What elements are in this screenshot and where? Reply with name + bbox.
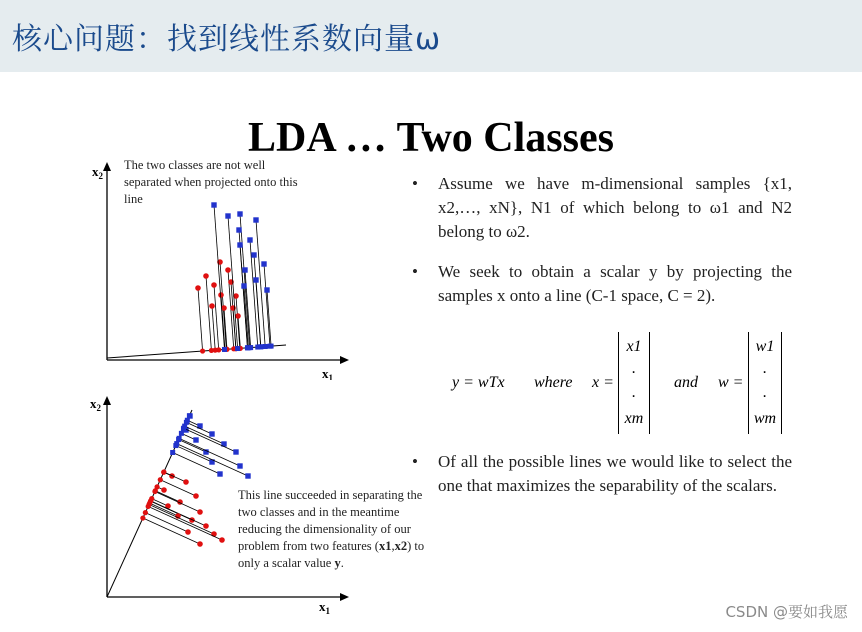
projection-segment <box>185 426 224 444</box>
class1-projected-point <box>143 510 148 515</box>
class2-projected-point <box>222 347 227 352</box>
class2-projected-point <box>174 441 179 446</box>
formula-lhs: y = wTx <box>452 374 505 391</box>
projection-segment <box>164 472 186 482</box>
formula-w-eq: w = <box>718 374 744 391</box>
top-y-label: $x_2$ <box>92 164 103 181</box>
class1-projected-point <box>200 348 205 353</box>
page-header <box>0 0 862 72</box>
top-y-arrow <box>103 162 111 171</box>
bottom-x-label: $x_1$ <box>319 599 330 616</box>
class2-projected-point <box>235 346 240 351</box>
class2-point <box>209 431 214 436</box>
bullet-list <box>412 172 792 324</box>
formula-and: and <box>674 374 698 391</box>
projection-segment <box>150 503 178 516</box>
class2-point <box>242 267 247 272</box>
class1-projected-point <box>152 489 157 494</box>
class1-point <box>183 479 189 485</box>
class2-point <box>253 277 258 282</box>
class2-projected-point <box>181 426 186 431</box>
projection-segment <box>149 504 214 534</box>
projection-segment <box>214 205 224 349</box>
class2-projected-point <box>246 345 251 350</box>
bottom-x-arrow <box>340 593 349 601</box>
class2-point <box>233 449 238 454</box>
class1-projected-point <box>158 477 163 482</box>
bullet-marker: • <box>412 262 418 281</box>
slide-title: LDA … Two Classes <box>247 115 614 161</box>
formula-x-eq: x = <box>592 374 614 391</box>
class1-projected-point <box>146 504 151 509</box>
bullet-list-2 <box>412 450 792 514</box>
top-x-arrow <box>340 356 349 364</box>
class2-point <box>237 211 242 216</box>
bottom-y-arrow <box>103 396 111 405</box>
projection-segment <box>179 440 206 452</box>
bottom-y-label: $x_2$ <box>90 396 101 413</box>
class1-point <box>193 493 199 499</box>
class2-projected-point <box>177 436 182 441</box>
w-vector: w1 . . wm <box>748 332 782 434</box>
class2-point <box>241 283 246 288</box>
class1-projected-point <box>161 469 166 474</box>
projection-segment <box>148 506 222 540</box>
projection-segment <box>198 288 203 351</box>
class2-point <box>253 217 258 222</box>
x-vector: x1 . . xm <box>618 332 650 434</box>
bottom-points <box>140 413 250 547</box>
projection-segment <box>206 276 211 350</box>
class1-point <box>185 529 191 535</box>
projection-segment <box>240 214 250 348</box>
class2-projected-point <box>187 413 192 418</box>
projection-segment <box>264 264 270 346</box>
bullet-item <box>412 260 792 308</box>
bullet-text: Assume we have m-dimensional samples {x1, x2,…, xN}, N1 of which belong to ω1 and N2 belong to ω2. <box>438 174 792 241</box>
projection-segment <box>177 444 248 476</box>
class2-point <box>193 437 198 442</box>
bottom-plot-annotation: This line succeeded in separating the two classes and in the meantime reducing the dimensionality of our problem from two features (x1,x2) to only a scalar value y. <box>238 488 425 570</box>
class1-point <box>225 267 231 273</box>
formula-where: where <box>534 374 573 391</box>
watermark: CSDN @要如我愿 <box>725 603 848 621</box>
class1-point <box>211 282 217 288</box>
class2-point <box>261 261 266 266</box>
class2-projected-point <box>263 344 268 349</box>
projection-segment <box>236 296 240 348</box>
bullet-text: Of all the possible lines we would like to select the one that maximizes the separability of the scalars. <box>438 452 792 495</box>
class1-point <box>219 537 225 543</box>
class2-point <box>247 237 252 242</box>
class2-projected-point <box>269 344 274 349</box>
header-title: 核心问题：找到线性系数向量ω <box>12 22 442 57</box>
projection-segment <box>212 306 215 350</box>
class2-projected-point <box>258 344 263 349</box>
bullet-text: We seek to obtain a scalar y by projecting the samples x onto a line (C-1 space, C = 2). <box>438 262 792 305</box>
class1-point <box>197 541 203 547</box>
class2-point <box>237 463 242 468</box>
bullet-item <box>412 172 792 244</box>
class2-point <box>236 227 241 232</box>
class2-point <box>245 473 250 478</box>
class1-point <box>161 487 167 493</box>
class1-point <box>203 523 209 529</box>
projection-segment <box>256 220 265 347</box>
class2-point <box>225 213 230 218</box>
projection-segment <box>155 491 180 502</box>
class1-point <box>203 273 209 279</box>
top-points <box>195 202 273 353</box>
class1-point <box>197 509 203 515</box>
bullet-item <box>412 450 792 498</box>
class1-point <box>235 313 241 319</box>
class2-projected-point <box>170 450 175 455</box>
bullet-marker: • <box>412 452 418 471</box>
class2-projected-point <box>179 431 184 436</box>
class2-point <box>217 471 222 476</box>
top-x-label: $x_1$ <box>322 366 333 380</box>
class2-point <box>237 242 242 247</box>
class1-point <box>221 305 227 311</box>
class1-point <box>209 303 215 309</box>
class2-point <box>251 252 256 257</box>
class1-point <box>195 285 201 291</box>
bullet-marker: • <box>412 174 418 193</box>
class2-point <box>264 287 269 292</box>
class1-projected-point <box>140 515 145 520</box>
top-plot-annotation: The two classes are not well separated when projected onto this line <box>124 158 298 206</box>
projection-formula <box>452 332 792 436</box>
class1-projected-point <box>213 348 218 353</box>
